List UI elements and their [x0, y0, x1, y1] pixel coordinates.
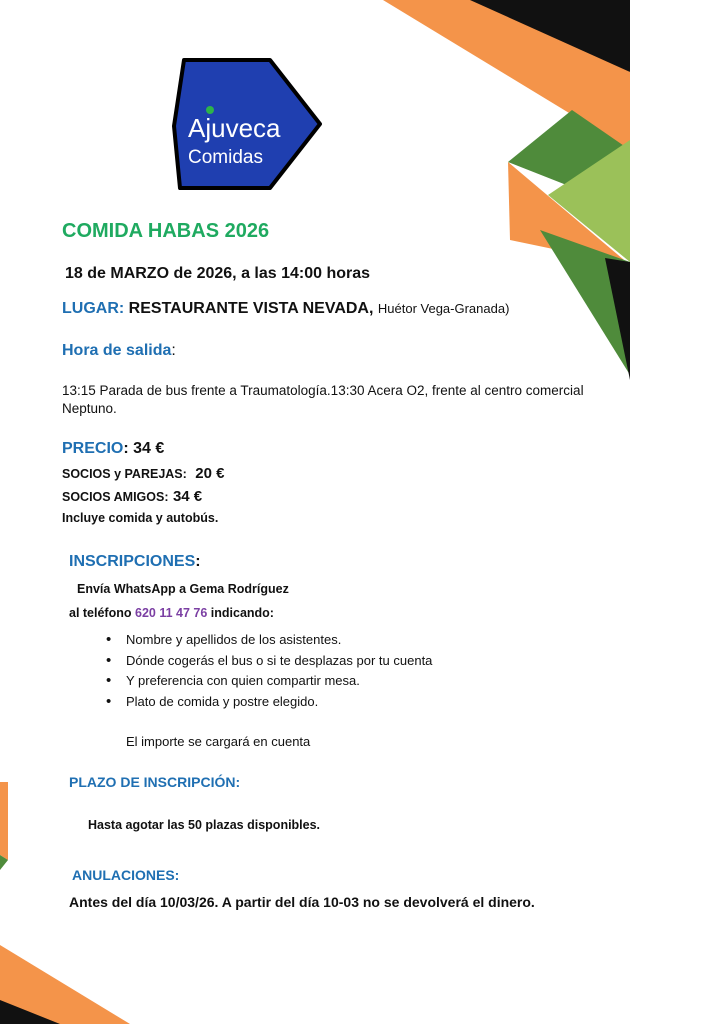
- deadline-label: PLAZO DE INSCRIPCIÓN:: [69, 774, 241, 790]
- departure-line-1: 13:15 Parada de bus frente a Traumatología.13:30 Acera O2, frente al centro comercial: [62, 383, 584, 398]
- phone-suffix: indicando:: [210, 606, 274, 620]
- event-title: COMIDA HABAS 2026: [62, 220, 270, 242]
- charge-note: El importe se cargará en cuenta: [126, 734, 311, 749]
- friends-label: SOCIOS AMIGOS:: [62, 490, 169, 504]
- list-item: • Plato de comida y postre elegido.: [106, 692, 432, 713]
- departure-line-2: Neptuno.: [62, 401, 117, 416]
- price-heading: [62, 440, 164, 458]
- partners-label: SOCIOS y PAREJAS:: [62, 467, 187, 481]
- price-friends: [62, 488, 202, 506]
- partners-value: 20 €: [195, 465, 225, 482]
- logo-title: Ajuveca: [188, 113, 281, 143]
- departure-label: Hora de salida: [62, 342, 172, 359]
- friends-value: 34 €: [172, 488, 203, 505]
- place-detail: Huétor Vega-Granada): [377, 301, 510, 316]
- registration-requirements: [106, 630, 432, 712]
- event-date: 18 de MARZO de 2026, a las 14:00 horas: [65, 265, 371, 282]
- cancellations-text: Antes del día 10/03/26. A partir del día 10-03 no se devolverá el dinero.: [69, 894, 535, 910]
- phone-number[interactable]: 620 11 47 76: [135, 606, 208, 620]
- price-label: PRECIO: [62, 440, 124, 457]
- event-place: [62, 300, 509, 318]
- list-item: • Dónde cogerás el bus o si te desplazas por tu cuenta: [106, 651, 432, 672]
- departure-heading: [62, 342, 176, 360]
- price-partners: [62, 465, 224, 483]
- place-label: LUGAR:: [62, 300, 125, 317]
- registration-label: INSCRIPCIONES: [69, 553, 196, 570]
- phone-prefix: al teléfono: [69, 606, 132, 620]
- list-item: • Y preferencia con quien compartir mesa.: [106, 671, 432, 692]
- registration-phone-line: [69, 606, 274, 620]
- registration-colon: :: [195, 553, 201, 570]
- price-value: : 34 €: [123, 440, 165, 457]
- departure-colon: :: [171, 342, 176, 359]
- registration-whatsapp: Envía WhatsApp a Gema Rodríguez: [77, 582, 289, 596]
- deadline-text: Hasta agotar las 50 plazas disponibles.: [88, 818, 321, 832]
- logo-subtitle: Comidas: [188, 147, 263, 168]
- place-name: RESTAURANTE VISTA NEVADA,: [128, 300, 374, 317]
- list-item: • Nombre y apellidos de los asistentes.: [106, 630, 432, 651]
- price-includes: Incluye comida y autobús.: [62, 511, 219, 525]
- registration-heading: [69, 553, 201, 571]
- cancellations-label: ANULACIONES:: [72, 867, 180, 883]
- deco-left-orange: [0, 782, 8, 860]
